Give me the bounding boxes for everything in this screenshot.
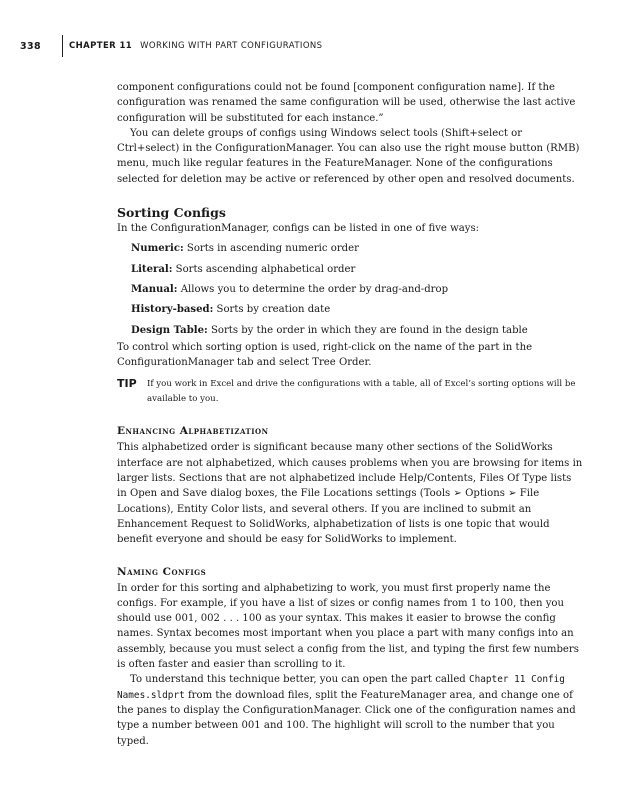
naming-paragraph-2 xyxy=(117,672,583,748)
list-item-text: Sorts ascending alphabetical order xyxy=(175,263,356,275)
list-item-text: Allows you to determine the order by drag-and-drop xyxy=(180,283,449,295)
naming-paragraph-1: In order for this sorting and alphabetizing to work, you must first properly name the configs. For example, if you have a list of sizes or config names from 1 to 100, then you should use 001, 002 . . . 100 as your syntax. This makes it easier to browse the config names. Syntax becomes most important when you place a part with many configs into an assembly, because you must select a config from the list, and typing the first few numbers is often faster and easier than scrolling to it. xyxy=(117,582,579,671)
tip-box xyxy=(117,376,583,407)
chapter-title: WORKING WITH PART CONFIGURATIONS xyxy=(140,41,323,51)
list-item xyxy=(117,241,583,256)
sorting-lead: In the ConfigurationManager, configs can be listed in one of five ways: xyxy=(117,223,480,235)
list-item xyxy=(117,323,583,338)
part-filename-code: Chapter 11 Config Names.sldprt xyxy=(117,674,565,701)
list-item-label: Literal: xyxy=(131,263,173,275)
list-item-text: Sorts by the order in which they are found in the design table xyxy=(210,324,528,336)
section-heading-alphabetization: Enhancing Alphabetization xyxy=(117,425,269,438)
chapter-label: CHAPTER 11 xyxy=(69,41,133,51)
list-item-text: Sorts by creation date xyxy=(216,304,331,316)
list-item-label: History-based: xyxy=(131,304,214,316)
list-item-text: Sorts in ascending numeric order xyxy=(186,243,359,255)
list-item-label: Manual: xyxy=(131,283,178,295)
naming-p2-start: To understand this technique better, you can open the part called xyxy=(130,674,469,686)
alphabetization-paragraph: This alphabetized order is significant because many other sections of the SolidWorks interface are not alphabetized, which causes problems when you are browsing for items in larger lists. Sections that are not alphabetized include Help/Contents, Files Of Type lists in Open and Save dialog boxes, the File Locations settings (Tools ➢ Options ➢ File Locations), Entity Color lists, and several others. If you are inclined to submit an Enhancement Request to SolidWorks, alphabetization of lists is one topic that would benefit everyone and should be easy for SolidWorks to implement. xyxy=(117,442,583,546)
intro-paragraph-2: You can delete groups of configs using Windows select tools (Shift+select or Ctrl+select) in the ConfigurationManager. You can also use the right mouse button (RMB) menu, much like regular features in the FeatureManager. None of the configurations selected for deletion may be active or referenced by other open and resolved documents. xyxy=(117,127,580,185)
list-item xyxy=(117,302,583,317)
naming-p2-end: from the download files, split the FeatureManager area, and change one of the panes to display the ConfigurationManager. Click one of the configuration names and type a number between 001 and 100. The highlight will scroll to the number that you typed. xyxy=(117,689,576,747)
list-item-label: Design Table: xyxy=(131,324,208,336)
list-item xyxy=(117,282,583,297)
section-heading-naming: Naming Configs xyxy=(117,565,207,578)
intro-paragraph-1: component configurations could not be found [component configuration name]. If the configuration was renamed the same configuration will be used, otherwise the last active configuration will be substituted for each instance.” xyxy=(117,82,576,124)
tip-label: TIP xyxy=(117,377,137,391)
list-item-label: Numeric: xyxy=(131,243,184,255)
sorting-list xyxy=(117,241,583,337)
page-body xyxy=(117,80,583,749)
sorting-after-paragraph: To control which sorting option is used, right-click on the name of the part in the ConfigurationManager tab and select Tree Order. xyxy=(117,341,533,369)
running-header xyxy=(20,35,322,57)
section-heading-sorting: Sorting Configs xyxy=(117,205,226,221)
list-item xyxy=(117,262,583,277)
header-divider xyxy=(62,35,63,57)
page-number: 338 xyxy=(20,40,42,52)
tip-text: If you work in Excel and drive the configurations with a table, all of Excel’s sorting options will be available to you. xyxy=(147,379,576,405)
